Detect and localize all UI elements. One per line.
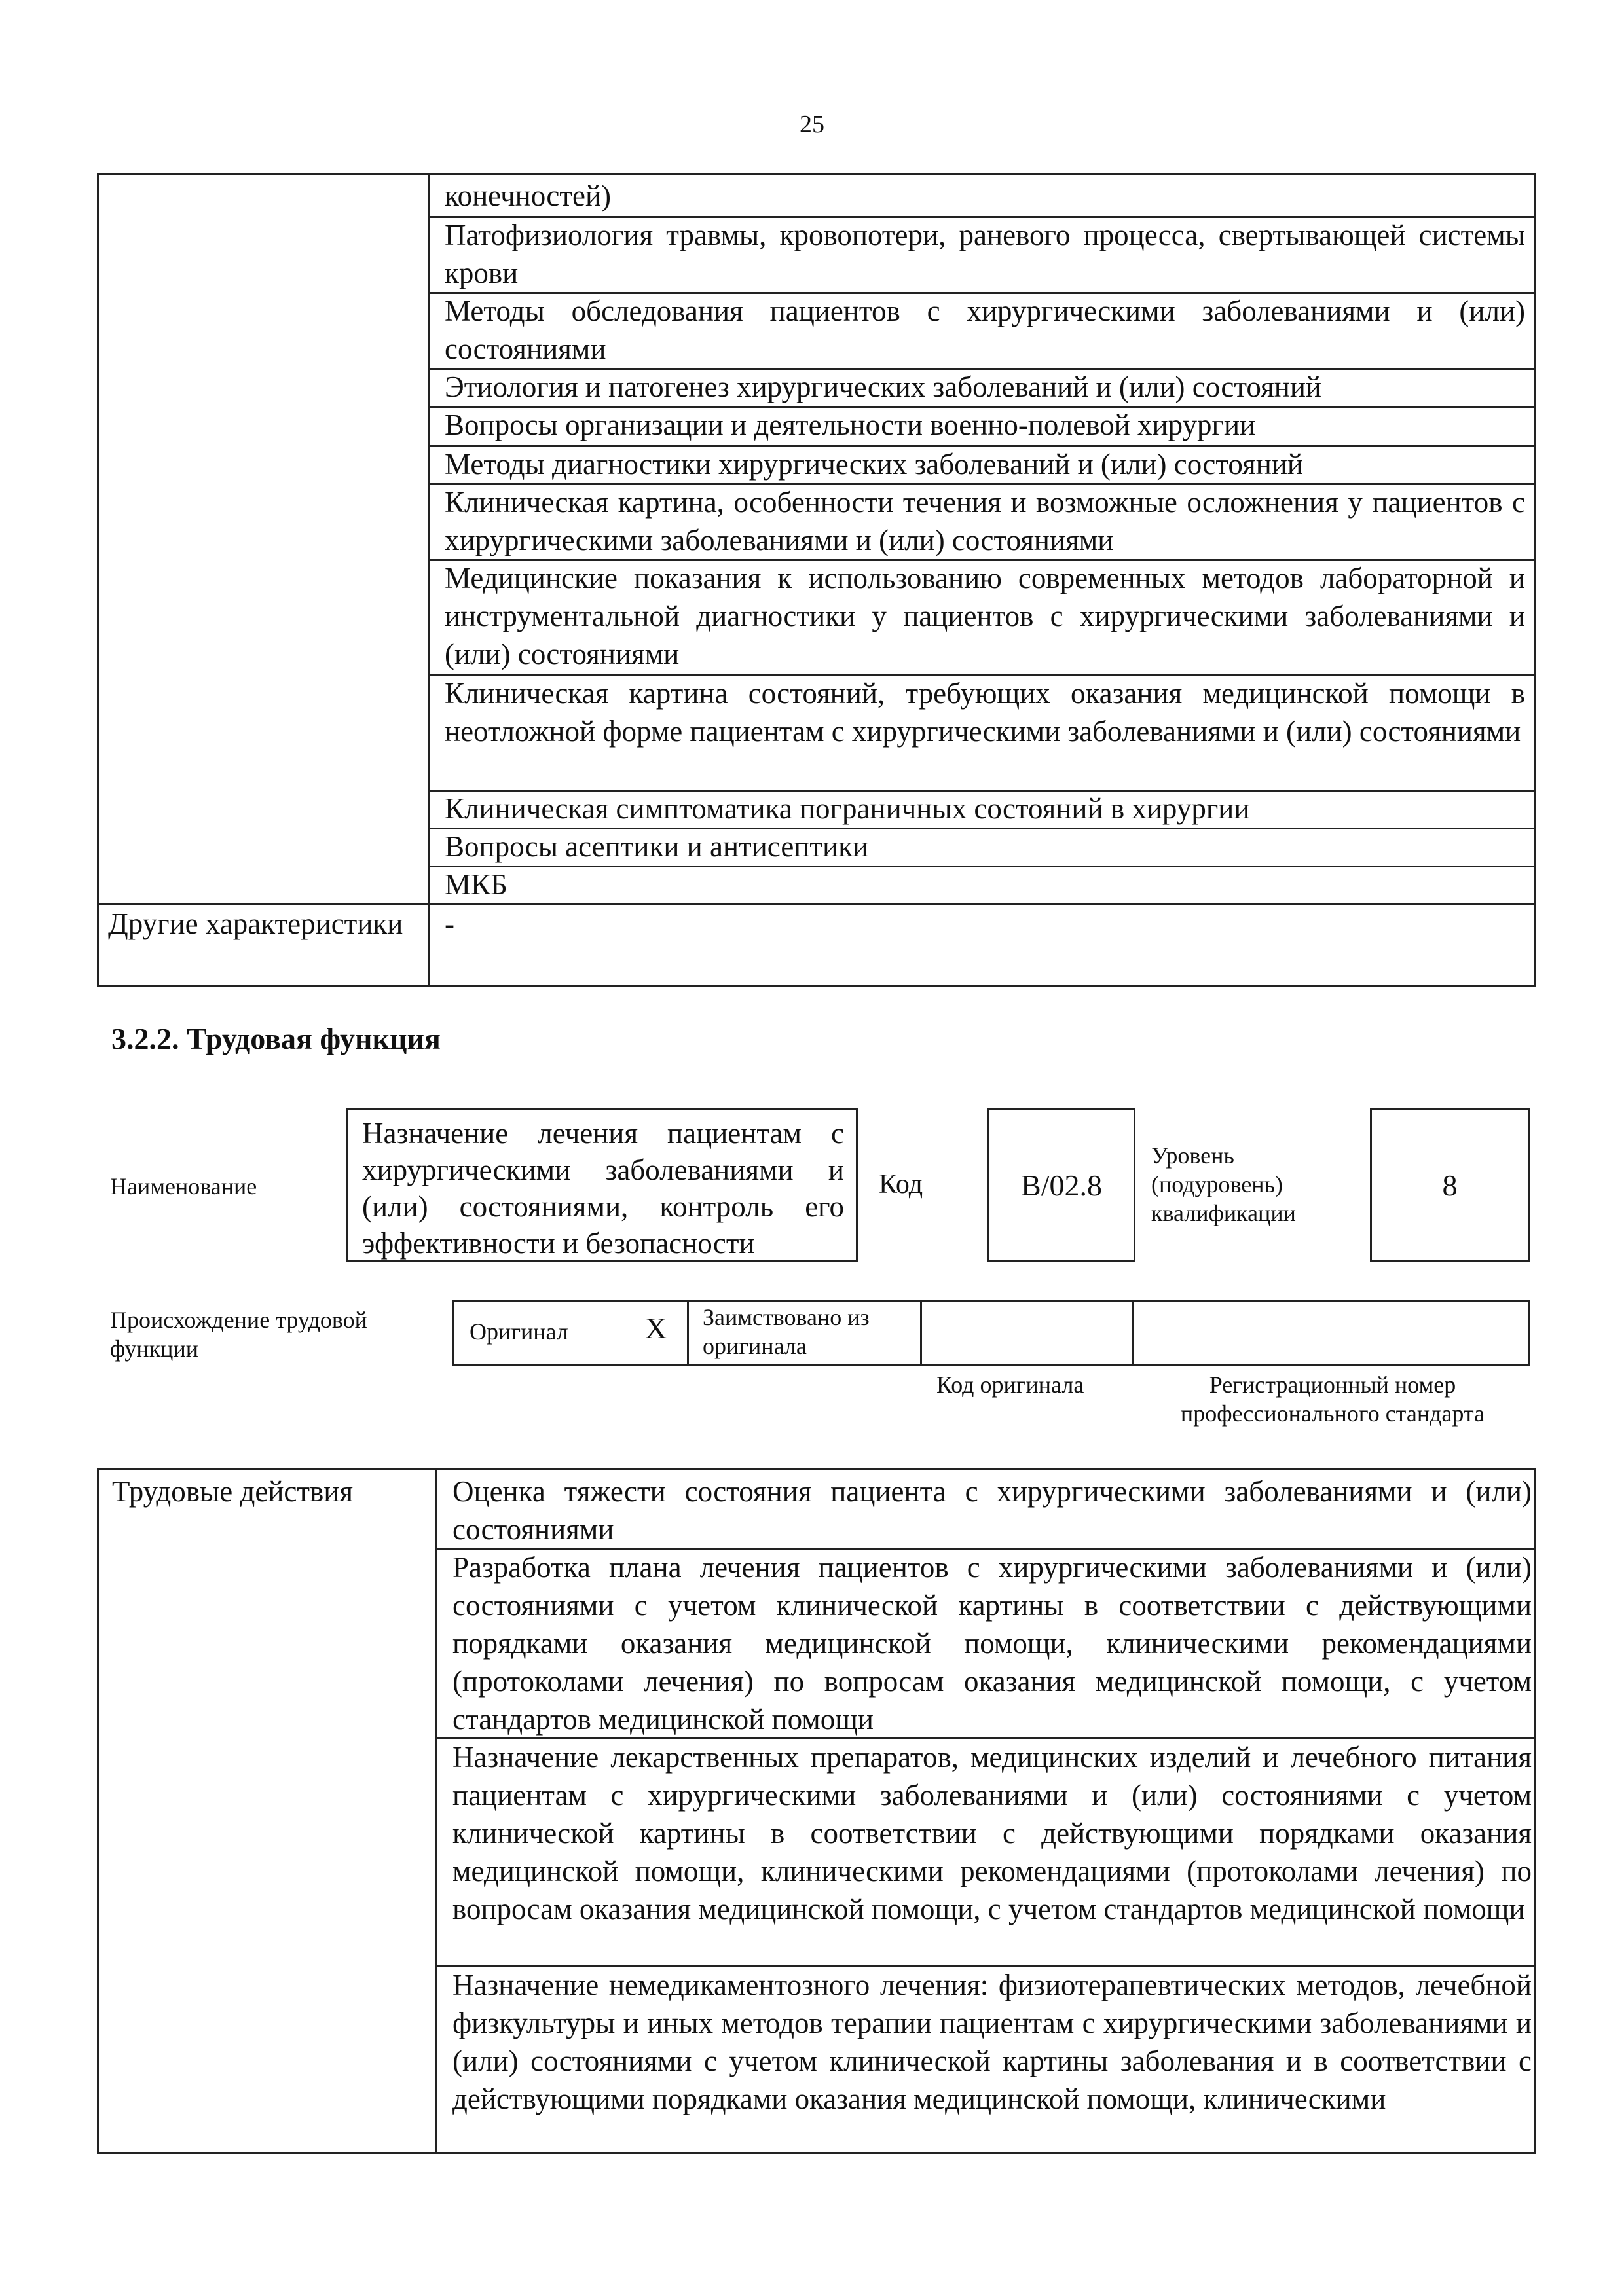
knowledge-table (97, 173, 1536, 987)
knowledge-item: Медицинские показания к использованию современных методов лабораторной и инструментальной диагностики у пациентов с хирургическими заболеваниями и (или) состояниями (445, 562, 1525, 670)
knowledge-item: конечностей) (445, 179, 612, 212)
knowledge-item: Этиология и патогенез хирургических заболеваний и (или) состояний (445, 371, 1321, 403)
level-box (1370, 1108, 1530, 1262)
column-divider (435, 1470, 437, 2152)
knowledge-item: Клиническая картина, особенности течения и возможные осложнения у пациентов с хирургическими заболеваниями и (или) состояниями (445, 486, 1525, 556)
code-value: B/02.8 (1021, 1168, 1102, 1202)
knowledge-item: Клиническая картина состояний, требующих оказания медицинской помощи в неотложной форме пациентам с хирургическими заболеваниями и (или) состояниями (445, 677, 1525, 748)
labor-actions-label: Трудовые действия (112, 1475, 354, 1508)
knowledge-item: Клиническая симптоматика пограничных состояний в хирургии (445, 792, 1250, 825)
column-divider (687, 1302, 689, 1364)
page-number: 25 (800, 111, 824, 138)
other-characteristics-value: - (445, 907, 454, 940)
name-box (346, 1108, 858, 1262)
knowledge-item: МКБ (445, 868, 507, 901)
original-label: Оригинал (470, 1319, 568, 1345)
original-code-caption: Код оригинала (936, 1372, 1084, 1398)
labor-action-item: Разработка плана лечения пациентов с хирургическими заболеваниями и (или) состояниями с учетом клинической картины в соответствии с действующими порядками оказания медицинской помощи, клиническими рекомендациями (протоколами лечения) по вопросам оказания медицинской помощи, с учетом стандартов медицинской помощи (452, 1551, 1532, 1736)
knowledge-item: Вопросы асептики и антисептики (445, 830, 869, 863)
knowledge-item: Методы диагностики хирургических заболеваний и (или) состояний (445, 448, 1303, 481)
code-box (987, 1108, 1135, 1262)
level-value: 8 (1442, 1168, 1458, 1202)
reg-number-caption: Регистрационный номер профессионального стандарта (1180, 1372, 1485, 1427)
section-heading: 3.2.2. Трудовая функция (111, 1022, 441, 1055)
knowledge-item: Методы обследования пациентов с хирургическими заболеваниями и (или) состояниями (445, 295, 1525, 365)
name-value: Назначение лечения пациентам с хирургическими заболеваниями и (или) состояниями, контроль его эффективности и безопасности (362, 1117, 844, 1260)
knowledge-item: Патофизиология травмы, кровопотери, раневого процесса, свертывающей системы крови (445, 219, 1525, 289)
knowledge-item: Вопросы организации и деятельности военно-полевой хирургии (445, 409, 1256, 441)
labor-actions-table (97, 1468, 1536, 2154)
code-label: Код (879, 1169, 923, 1199)
origin-table (452, 1300, 1530, 1366)
borrowed-label: Заимствовано из оригинала (703, 1304, 870, 1359)
original-mark: X (645, 1311, 667, 1345)
labor-action-item: Оценка тяжести состояния пациента с хирургическими заболеваниями и (или) состояниями (452, 1475, 1532, 1546)
other-characteristics-label: Другие характеристики (108, 907, 403, 940)
name-label: Наименование (110, 1173, 257, 1199)
labor-action-item: Назначение лекарственных препаратов, медицинских изделий и лечебного питания пациентам с хирургическими заболеваниями и (или) состояниями с учетом клинической картины в соответствии с действующими порядками оказания медицинской помощи, клиническими рекомендациями (протоколами лечения) по вопросам оказания медицинской помощи, с учетом стандартов медицинской помощи (452, 1741, 1532, 1925)
column-divider (428, 175, 430, 985)
level-label: Уровень (подуровень) квалификации (1151, 1142, 1296, 1226)
column-divider (1132, 1302, 1134, 1364)
labor-action-item: Назначение немедикаментозного лечения: физиотерапевтических методов, лечебной физкультуры и иных методов терапии пациентам с хирургическими заболеваниями и (или) состояниями с учетом клинической картины заболевания и в соответствии с действующими порядками оказания медицинской помощи, клиническими (452, 1969, 1532, 2115)
origin-label: Происхождение трудовой функции (110, 1307, 367, 1362)
column-divider (920, 1302, 922, 1364)
